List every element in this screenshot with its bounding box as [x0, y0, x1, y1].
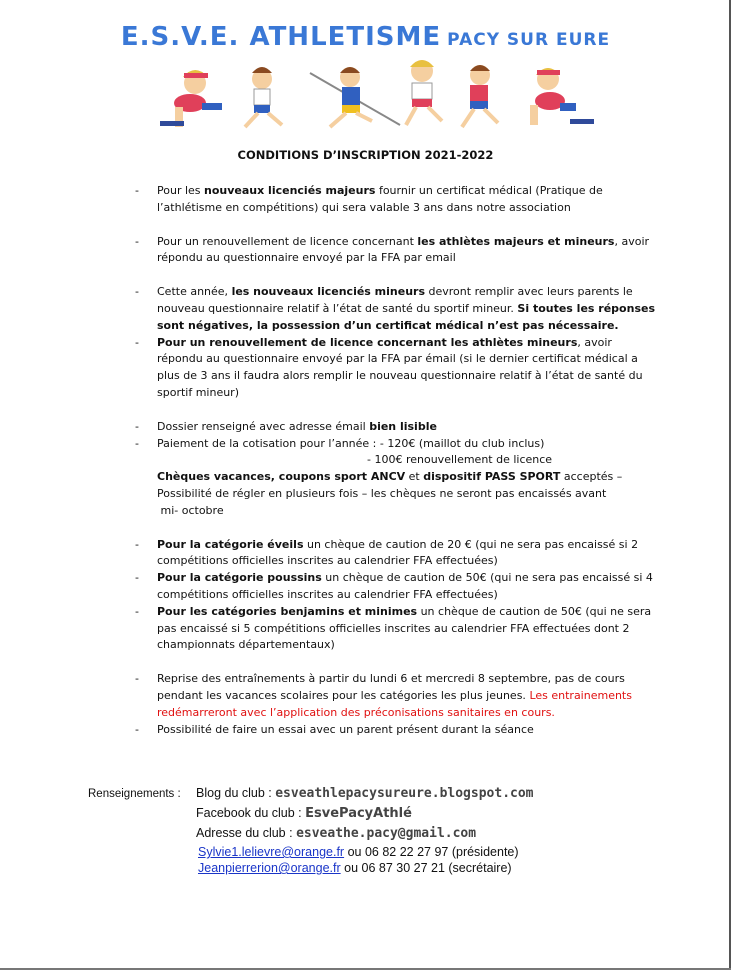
item-text: un chèque de caution de 20 € (qui ne sera pas encaissé si 2 compétitions officielles inscrites au calendrier FFA effectuées) — [157, 537, 639, 568]
page-title — [0, 22, 731, 52]
bullet-dash: - — [135, 672, 139, 686]
president-row — [198, 845, 519, 859]
runner-icon — [245, 67, 282, 127]
list-item — [135, 604, 655, 654]
list-item — [135, 183, 655, 217]
contact-label: Renseignements : — [88, 788, 181, 800]
bullet-dash: - — [135, 537, 139, 551]
item-text: mi- octobre — [157, 503, 224, 517]
blog-link[interactable]: esveathlepacysureure.blogspot.com — [275, 786, 534, 801]
athletes-illustration — [150, 55, 600, 135]
item-text: Pour un renouvellement de licence concernant — [157, 234, 418, 248]
item-bold: Pour un renouvellement de licence concernant les athlètes mineurs — [157, 335, 578, 349]
bullet-dash: - — [135, 604, 139, 618]
item-text: , avoir répondu au questionnaire envoyé par la FFA par émail (si le dernier certificat médical a plus de 3 ans il faudra alors remplir le nouveau questionnaire relatif à l’état de santé du sportif mineur) — [157, 335, 643, 399]
sprinter-start-right-icon — [530, 68, 594, 125]
bullet-dash: - — [135, 184, 139, 197]
bullet-dash: - — [135, 722, 139, 736]
item-bold: dispositif PASS SPORT — [423, 470, 561, 484]
president-email-link[interactable]: Sylvie1.lelievre@orange.fr — [198, 845, 345, 859]
item-text: un chèque de caution de 50€ (qui ne sera pas encaissé si 5 compétitions officielles inscrites au calendrier FFA effectuées dont 2 championnats départementaux) — [157, 604, 652, 652]
item-text: acceptés – Possibilité de régler en plusieurs fois – les chèques ne seront pas encaissés avant — [157, 470, 623, 500]
item-bold: nouveaux licenciés majeurs — [204, 184, 376, 197]
blog-row — [196, 786, 534, 801]
bullet-dash: - — [135, 234, 139, 248]
list-item — [135, 537, 655, 571]
bullet-dash: - — [135, 285, 139, 299]
item-text: fournir un certificat médical (Pratique de l’athlétisme en compétitions) qui sera valable 3 ans dans notre association — [157, 184, 603, 214]
bullet-dash: - — [135, 419, 139, 433]
javelin-thrower-icon — [310, 67, 400, 127]
item-text: Cette année, — [157, 285, 232, 299]
item-text: Reprise des entraînements à partir du lundi 6 et mercredi 8 septembre, pas de cours pendant les vacances scolaires pour les catégories les plus jeunes. — [157, 672, 625, 702]
list-item — [135, 436, 655, 520]
list-item — [135, 570, 655, 604]
list-item — [135, 419, 655, 436]
title-sub: PACY SUR EURE — [447, 30, 611, 50]
item-bold: les athlètes majeurs et mineurs — [417, 234, 615, 248]
item-text: Paiement de la cotisation pour l’année : - 120€ (maillot du club inclus) — [157, 436, 545, 450]
item-text: devront remplir avec leurs parents le nouveau questionnaire relatif à l’état de santé du sportif mineur. — [157, 285, 633, 315]
list-item — [135, 284, 655, 334]
list-item — [135, 335, 655, 402]
blog-label: Blog du club : — [196, 786, 276, 800]
address-row — [196, 826, 476, 841]
list-item — [135, 671, 655, 721]
bullet-dash: - — [135, 436, 139, 450]
facebook-label: Facebook du club : — [196, 806, 306, 820]
relay-runners-icon — [406, 60, 498, 127]
title-main: E.S.V.E. ATHLETISME — [120, 22, 442, 52]
facebook-row — [196, 806, 412, 821]
president-phone: ou 06 82 22 27 97 (présidente) — [344, 845, 519, 859]
bullet-dash: - — [135, 571, 139, 585]
item-text: , avoir répondu au questionnaire envoyé par la FFA par email — [157, 234, 650, 265]
facebook-link[interactable]: EsvePacyAthlé — [305, 806, 412, 821]
sprinter-start-left-icon — [160, 70, 222, 127]
secretary-phone: ou 06 87 30 27 21 (secrétaire) — [340, 861, 512, 875]
conditions-list — [135, 183, 655, 738]
item-text: Pour les — [157, 184, 205, 197]
item-red-text: Les entrainements redémarreront avec l’application des préconisations sanitaires en cours. — [157, 688, 632, 719]
item-bold: bien lisible — [369, 419, 437, 433]
list-item — [135, 722, 655, 739]
item-bold: Si toutes les réponses sont négatives, la possession d’un certificat médical n’est pas nécessaire. — [157, 301, 655, 332]
item-text: - 100€ renouvellement de licence — [367, 453, 553, 467]
list-item — [135, 234, 655, 268]
bullet-dash: - — [135, 335, 139, 349]
item-text: Possibilité de faire un essai avec un parent présent durant la séance — [157, 722, 534, 736]
secretary-email-link[interactable]: Jeanpierrerion@orange.fr — [198, 861, 341, 875]
club-email[interactable]: esveathe.pacy@gmail.com — [296, 826, 477, 841]
item-bold: Pour la catégorie éveils — [157, 537, 304, 551]
address-label: Adresse du club : — [196, 826, 297, 840]
item-bold: Pour la catégorie poussins — [157, 571, 322, 585]
item-text: un chèque de caution de 50€ (qui ne sera pas encaissé si 4 compétitions officielles inscrites au calendrier FFA effectuées) — [157, 571, 653, 601]
item-bold: Pour les catégories benjamins et minimes — [157, 604, 418, 618]
item-text: et — [405, 470, 424, 484]
secretary-row — [198, 861, 512, 875]
item-bold: les nouveaux licenciés mineurs — [231, 285, 426, 299]
conditions-title: CONDITIONS D’INSCRIPTION 2021-2022 — [237, 148, 494, 162]
item-bold: Chèques vacances, coupons sport ANCV — [157, 470, 406, 484]
item-text: Dossier renseigné avec adresse émail — [157, 419, 370, 433]
